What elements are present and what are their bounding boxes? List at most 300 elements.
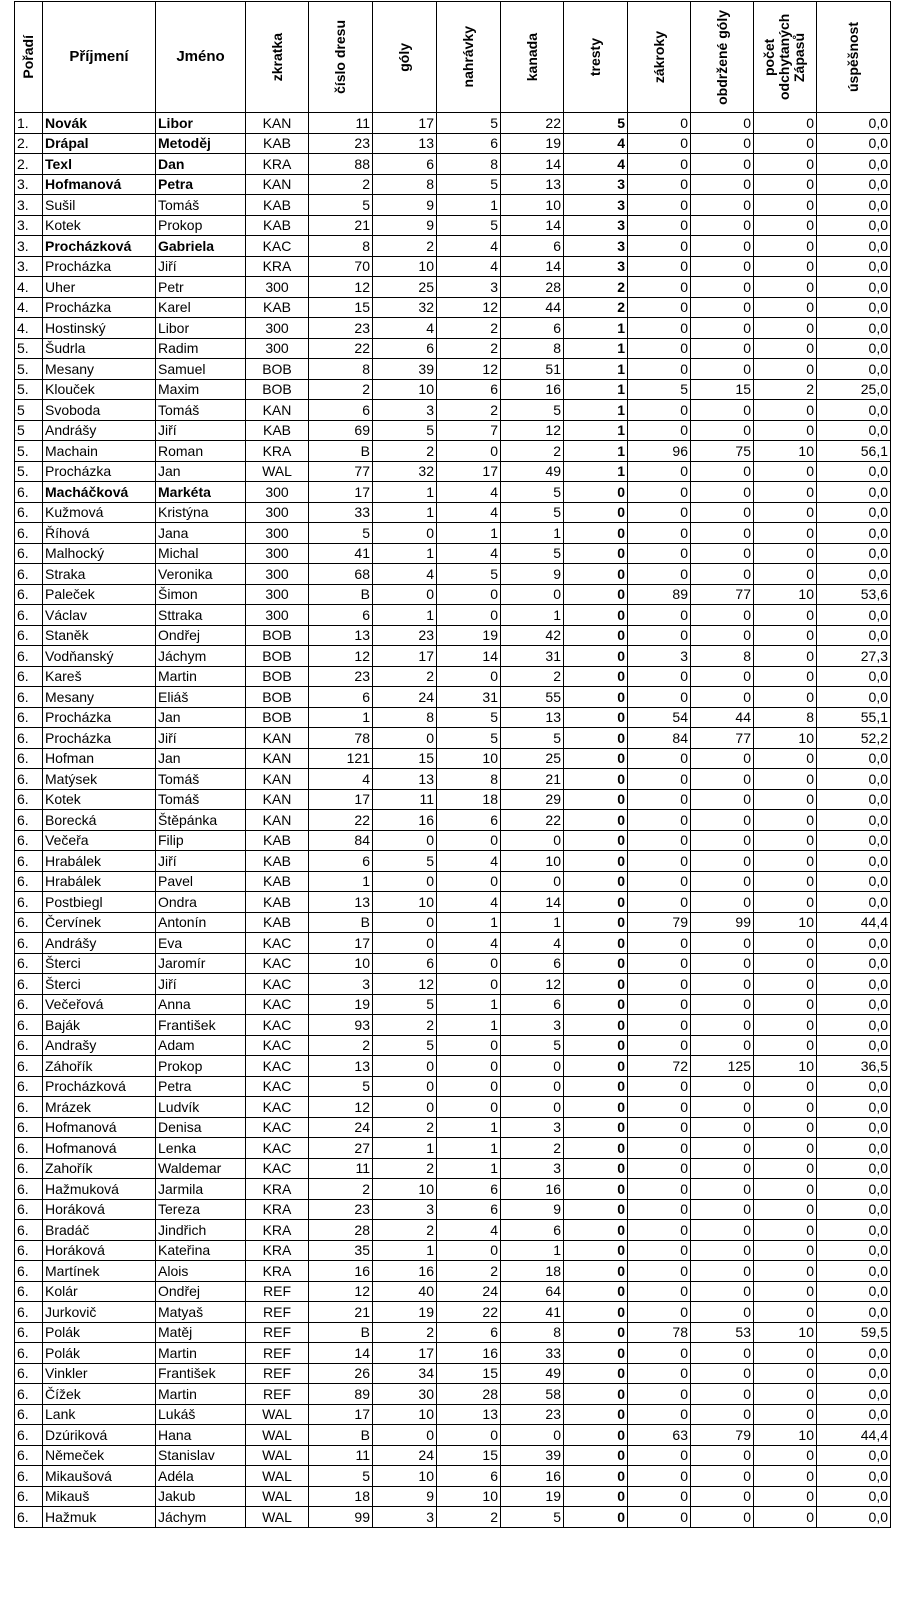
- cell-team-abbr: KAC: [246, 933, 309, 954]
- cell-penalties: 0: [564, 1220, 628, 1241]
- cell-penalties: 4: [564, 154, 628, 175]
- cell-team-abbr: KAB: [246, 215, 309, 236]
- cell-assists: 12: [437, 297, 501, 318]
- cell-assists: 6: [437, 1466, 501, 1487]
- cell-rank: 6.: [15, 1220, 43, 1241]
- cell-penalties: 2: [564, 297, 628, 318]
- cell-success-rate: 0,0: [817, 1404, 891, 1425]
- cell-first-name: Jakub: [156, 1486, 246, 1507]
- cell-surname: Záhořík: [43, 1056, 156, 1077]
- cell-points: 1: [501, 523, 564, 544]
- cell-points: 22: [501, 113, 564, 134]
- cell-team-abbr: REF: [246, 1363, 309, 1384]
- cell-points: 3: [501, 1158, 564, 1179]
- cell-team-abbr: KAC: [246, 1158, 309, 1179]
- cell-jersey-number: 11: [309, 1158, 373, 1179]
- cell-goals: 3: [373, 1507, 437, 1528]
- cell-jersey-number: 89: [309, 1384, 373, 1405]
- cell-rank: 1.: [15, 113, 43, 134]
- cell-penalties: 1: [564, 318, 628, 339]
- cell-jersey-number: B: [309, 441, 373, 462]
- cell-assists: 5: [437, 215, 501, 236]
- cell-team-abbr: WAL: [246, 1425, 309, 1446]
- cell-goals-against: 0: [691, 174, 754, 195]
- cell-surname: Dzúriková: [43, 1425, 156, 1446]
- cell-points: 5: [501, 502, 564, 523]
- cell-saves: 0: [628, 1117, 691, 1138]
- cell-assists: 4: [437, 236, 501, 257]
- cell-rank: 6.: [15, 625, 43, 646]
- cell-penalties: 0: [564, 1425, 628, 1446]
- cell-points: 19: [501, 133, 564, 154]
- cell-goals: 1: [373, 482, 437, 503]
- cell-penalties: 0: [564, 1076, 628, 1097]
- cell-rank: 4.: [15, 297, 43, 318]
- cell-rank: 6.: [15, 1056, 43, 1077]
- cell-surname: Vodňanský: [43, 646, 156, 667]
- cell-jersey-number: 12: [309, 277, 373, 298]
- table-row: [15, 1158, 891, 1179]
- cell-team-abbr: 300: [246, 318, 309, 339]
- cell-rank: 6.: [15, 1179, 43, 1200]
- cell-points: 6: [501, 318, 564, 339]
- table-row: [15, 236, 891, 257]
- cell-penalties: 3: [564, 195, 628, 216]
- cell-team-abbr: KAC: [246, 1076, 309, 1097]
- cell-saves: 0: [628, 297, 691, 318]
- cell-team-abbr: 300: [246, 605, 309, 626]
- table-row: [15, 174, 891, 195]
- cell-goals-against: 0: [691, 974, 754, 995]
- cell-games-played: 0: [754, 666, 817, 687]
- table-row: [15, 277, 891, 298]
- cell-success-rate: 0,0: [817, 1302, 891, 1323]
- cell-jersey-number: 2: [309, 174, 373, 195]
- cell-points: 41: [501, 1302, 564, 1323]
- cell-jersey-number: 8: [309, 359, 373, 380]
- cell-saves: 0: [628, 113, 691, 134]
- cell-rank: 6.: [15, 1261, 43, 1282]
- cell-points: 13: [501, 174, 564, 195]
- cell-team-abbr: 300: [246, 584, 309, 605]
- cell-first-name: Štěpánka: [156, 810, 246, 831]
- header-row: [15, 2, 891, 113]
- cell-first-name: Eliáš: [156, 687, 246, 708]
- cell-games-played: 0: [754, 892, 817, 913]
- cell-success-rate: 0,0: [817, 133, 891, 154]
- cell-goals: 17: [373, 113, 437, 134]
- cell-goals-against: 0: [691, 1199, 754, 1220]
- cell-team-abbr: WAL: [246, 1466, 309, 1487]
- cell-assists: 2: [437, 400, 501, 421]
- cell-goals: 12: [373, 974, 437, 995]
- cell-goals: 0: [373, 728, 437, 749]
- cell-penalties: 0: [564, 1056, 628, 1077]
- cell-assists: 22: [437, 1302, 501, 1323]
- cell-saves: 0: [628, 789, 691, 810]
- cell-points: 29: [501, 789, 564, 810]
- table-row: [15, 1179, 891, 1200]
- cell-jersey-number: 11: [309, 1445, 373, 1466]
- cell-points: 2: [501, 666, 564, 687]
- cell-goals-against: 0: [691, 564, 754, 585]
- cell-team-abbr: 300: [246, 502, 309, 523]
- cell-penalties: 0: [564, 1035, 628, 1056]
- cell-goals-against: 0: [691, 933, 754, 954]
- cell-jersey-number: 23: [309, 1199, 373, 1220]
- cell-jersey-number: B: [309, 1425, 373, 1446]
- cell-jersey-number: 69: [309, 420, 373, 441]
- cell-rank: 6.: [15, 584, 43, 605]
- table-row: [15, 1097, 891, 1118]
- cell-saves: 0: [628, 174, 691, 195]
- cell-goals-against: 0: [691, 133, 754, 154]
- cell-success-rate: 59,5: [817, 1322, 891, 1343]
- cell-surname: Horáková: [43, 1199, 156, 1220]
- cell-surname: Večeřa: [43, 830, 156, 851]
- cell-goals-against: 0: [691, 1302, 754, 1323]
- cell-penalties: 0: [564, 728, 628, 749]
- cell-goals-against: 0: [691, 1035, 754, 1056]
- cell-points: 42: [501, 625, 564, 646]
- cell-goals: 10: [373, 379, 437, 400]
- cell-first-name: Petra: [156, 174, 246, 195]
- cell-surname: Procházka: [43, 707, 156, 728]
- cell-success-rate: 0,0: [817, 174, 891, 195]
- cell-surname: Horáková: [43, 1240, 156, 1261]
- cell-jersey-number: 84: [309, 830, 373, 851]
- cell-games-played: 0: [754, 1199, 817, 1220]
- cell-assists: 8: [437, 769, 501, 790]
- cell-surname: Šudrla: [43, 338, 156, 359]
- cell-games-played: 0: [754, 1404, 817, 1425]
- cell-saves: 0: [628, 1158, 691, 1179]
- cell-saves: 0: [628, 687, 691, 708]
- cell-rank: 5.: [15, 441, 43, 462]
- cell-goals: 8: [373, 174, 437, 195]
- table-row: [15, 748, 891, 769]
- cell-jersey-number: 5: [309, 1466, 373, 1487]
- cell-goals-against: 0: [691, 420, 754, 441]
- cell-jersey-number: 21: [309, 215, 373, 236]
- cell-first-name: Jarmila: [156, 1179, 246, 1200]
- cell-goals-against: 0: [691, 318, 754, 339]
- cell-assists: 0: [437, 1425, 501, 1446]
- cell-penalties: 1: [564, 461, 628, 482]
- cell-assists: 1: [437, 195, 501, 216]
- cell-penalties: 0: [564, 1015, 628, 1036]
- table-row: [15, 523, 891, 544]
- cell-success-rate: 0,0: [817, 1261, 891, 1282]
- cell-success-rate: 44,4: [817, 1425, 891, 1446]
- cell-assists: 2: [437, 1261, 501, 1282]
- cell-points: 0: [501, 871, 564, 892]
- cell-goals-against: 0: [691, 892, 754, 913]
- cell-penalties: 2: [564, 277, 628, 298]
- table-row: [15, 564, 891, 585]
- cell-surname: Zahořík: [43, 1158, 156, 1179]
- cell-success-rate: 0,0: [817, 256, 891, 277]
- cell-goals-against: 0: [691, 1015, 754, 1036]
- cell-games-played: 0: [754, 174, 817, 195]
- table-row: [15, 400, 891, 421]
- cell-team-abbr: KAB: [246, 830, 309, 851]
- cell-games-played: 0: [754, 318, 817, 339]
- cell-goals: 4: [373, 564, 437, 585]
- cell-games-played: 0: [754, 154, 817, 175]
- cell-saves: 0: [628, 1199, 691, 1220]
- cell-goals-against: 0: [691, 1138, 754, 1159]
- cell-goals-against: 0: [691, 1466, 754, 1487]
- table-row: [15, 379, 891, 400]
- cell-team-abbr: KAN: [246, 769, 309, 790]
- cell-goals: 23: [373, 625, 437, 646]
- table-row: [15, 441, 891, 462]
- cell-jersey-number: 68: [309, 564, 373, 585]
- cell-assists: 6: [437, 1179, 501, 1200]
- cell-first-name: Jiří: [156, 728, 246, 749]
- cell-surname: Klouček: [43, 379, 156, 400]
- cell-goals: 11: [373, 789, 437, 810]
- cell-penalties: 0: [564, 953, 628, 974]
- cell-points: 3: [501, 1117, 564, 1138]
- cell-jersey-number: 13: [309, 1056, 373, 1077]
- cell-goals: 5: [373, 420, 437, 441]
- cell-surname: Procházka: [43, 461, 156, 482]
- cell-rank: 6.: [15, 1097, 43, 1118]
- table-row: [15, 1384, 891, 1405]
- cell-goals-against: 0: [691, 236, 754, 257]
- table-row: [15, 851, 891, 872]
- cell-goals-against: 0: [691, 1158, 754, 1179]
- header-goals-against: obdržené góly: [691, 2, 754, 113]
- cell-rank: 6.: [15, 769, 43, 790]
- cell-goals-against: 0: [691, 625, 754, 646]
- cell-penalties: 0: [564, 482, 628, 503]
- cell-games-played: 10: [754, 912, 817, 933]
- cell-rank: 6.: [15, 1507, 43, 1528]
- cell-rank: 2.: [15, 154, 43, 175]
- cell-penalties: 0: [564, 707, 628, 728]
- cell-first-name: Tomáš: [156, 195, 246, 216]
- cell-goals: 24: [373, 1445, 437, 1466]
- cell-surname: Sušil: [43, 195, 156, 216]
- cell-goals-against: 0: [691, 830, 754, 851]
- table-row: [15, 1363, 891, 1384]
- cell-surname: Václav: [43, 605, 156, 626]
- cell-success-rate: 0,0: [817, 1445, 891, 1466]
- cell-saves: 0: [628, 1281, 691, 1302]
- cell-points: 12: [501, 420, 564, 441]
- cell-team-abbr: KAC: [246, 1056, 309, 1077]
- cell-goals: 24: [373, 687, 437, 708]
- cell-rank: 6.: [15, 871, 43, 892]
- cell-team-abbr: 300: [246, 523, 309, 544]
- cell-goals: 5: [373, 851, 437, 872]
- cell-assists: 1: [437, 1158, 501, 1179]
- cell-team-abbr: KAC: [246, 236, 309, 257]
- cell-team-abbr: KAB: [246, 851, 309, 872]
- cell-points: 13: [501, 707, 564, 728]
- cell-points: 5: [501, 400, 564, 421]
- cell-points: 0: [501, 1076, 564, 1097]
- cell-assists: 4: [437, 543, 501, 564]
- cell-points: 0: [501, 830, 564, 851]
- cell-penalties: 0: [564, 810, 628, 831]
- cell-points: 16: [501, 1466, 564, 1487]
- cell-jersey-number: 5: [309, 195, 373, 216]
- cell-games-played: 10: [754, 1425, 817, 1446]
- cell-points: 5: [501, 482, 564, 503]
- cell-games-played: 0: [754, 687, 817, 708]
- cell-goals: 0: [373, 584, 437, 605]
- cell-first-name: Pavel: [156, 871, 246, 892]
- cell-first-name: Šimon: [156, 584, 246, 605]
- cell-games-played: 0: [754, 1363, 817, 1384]
- cell-goals: 2: [373, 441, 437, 462]
- cell-rank: 6.: [15, 646, 43, 667]
- cell-points: 12: [501, 974, 564, 995]
- cell-penalties: 0: [564, 1097, 628, 1118]
- cell-goals: 0: [373, 1097, 437, 1118]
- cell-goals: 6: [373, 154, 437, 175]
- cell-success-rate: 0,0: [817, 1035, 891, 1056]
- cell-first-name: Jaromír: [156, 953, 246, 974]
- cell-rank: 6.: [15, 1466, 43, 1487]
- cell-penalties: 3: [564, 174, 628, 195]
- cell-saves: 0: [628, 256, 691, 277]
- cell-rank: 6.: [15, 830, 43, 851]
- cell-games-played: 0: [754, 1261, 817, 1282]
- cell-rank: 5.: [15, 359, 43, 380]
- cell-jersey-number: B: [309, 912, 373, 933]
- cell-saves: 0: [628, 482, 691, 503]
- cell-penalties: 1: [564, 441, 628, 462]
- cell-saves: 0: [628, 154, 691, 175]
- cell-team-abbr: KAN: [246, 789, 309, 810]
- cell-games-played: 0: [754, 338, 817, 359]
- cell-team-abbr: KAN: [246, 810, 309, 831]
- cell-assists: 4: [437, 933, 501, 954]
- cell-assists: 18: [437, 789, 501, 810]
- cell-penalties: 4: [564, 133, 628, 154]
- cell-jersey-number: 22: [309, 338, 373, 359]
- cell-assists: 0: [437, 1035, 501, 1056]
- cell-goals-against: 0: [691, 277, 754, 298]
- cell-games-played: 0: [754, 1015, 817, 1036]
- cell-saves: 0: [628, 543, 691, 564]
- cell-jersey-number: B: [309, 1322, 373, 1343]
- cell-saves: 78: [628, 1322, 691, 1343]
- cell-assists: 5: [437, 707, 501, 728]
- cell-goals: 1: [373, 1240, 437, 1261]
- table-row: [15, 933, 891, 954]
- cell-jersey-number: 88: [309, 154, 373, 175]
- cell-saves: 0: [628, 1261, 691, 1282]
- cell-points: 4: [501, 933, 564, 954]
- cell-points: 8: [501, 1322, 564, 1343]
- cell-games-played: 10: [754, 1056, 817, 1077]
- cell-goals: 2: [373, 236, 437, 257]
- cell-goals: 0: [373, 830, 437, 851]
- cell-goals-against: 0: [691, 1117, 754, 1138]
- cell-success-rate: 27,3: [817, 646, 891, 667]
- cell-team-abbr: KAB: [246, 195, 309, 216]
- cell-penalties: 0: [564, 748, 628, 769]
- cell-goals-against: 79: [691, 1425, 754, 1446]
- cell-team-abbr: BOB: [246, 625, 309, 646]
- cell-penalties: 0: [564, 1158, 628, 1179]
- cell-jersey-number: 2: [309, 1035, 373, 1056]
- cell-surname: Šterci: [43, 974, 156, 995]
- cell-success-rate: 0,0: [817, 892, 891, 913]
- cell-saves: 5: [628, 379, 691, 400]
- cell-jersey-number: 12: [309, 646, 373, 667]
- cell-assists: 0: [437, 1076, 501, 1097]
- cell-penalties: 0: [564, 502, 628, 523]
- cell-jersey-number: 18: [309, 1486, 373, 1507]
- table-row: [15, 133, 891, 154]
- cell-games-played: 0: [754, 359, 817, 380]
- cell-surname: Drápal: [43, 133, 156, 154]
- cell-assists: 2: [437, 318, 501, 339]
- cell-games-played: 0: [754, 256, 817, 277]
- cell-assists: 0: [437, 1056, 501, 1077]
- table-row: [15, 666, 891, 687]
- cell-saves: 0: [628, 564, 691, 585]
- cell-success-rate: 0,0: [817, 1220, 891, 1241]
- table-row: [15, 1507, 891, 1528]
- cell-surname: Kužmová: [43, 502, 156, 523]
- cell-team-abbr: KAB: [246, 871, 309, 892]
- cell-success-rate: 53,6: [817, 584, 891, 605]
- cell-success-rate: 0,0: [817, 1015, 891, 1036]
- cell-goals-against: 77: [691, 728, 754, 749]
- cell-goals-against: 0: [691, 461, 754, 482]
- cell-games-played: 10: [754, 728, 817, 749]
- cell-goals: 32: [373, 297, 437, 318]
- cell-rank: 6.: [15, 748, 43, 769]
- cell-assists: 1: [437, 1138, 501, 1159]
- cell-penalties: 0: [564, 1199, 628, 1220]
- cell-saves: 0: [628, 830, 691, 851]
- cell-rank: 6.: [15, 1076, 43, 1097]
- cell-goals-against: 0: [691, 1097, 754, 1118]
- cell-points: 3: [501, 1015, 564, 1036]
- cell-rank: 6.: [15, 502, 43, 523]
- cell-goals: 1: [373, 1138, 437, 1159]
- cell-jersey-number: B: [309, 584, 373, 605]
- cell-assists: 12: [437, 359, 501, 380]
- cell-rank: 6.: [15, 666, 43, 687]
- cell-jersey-number: 78: [309, 728, 373, 749]
- cell-assists: 24: [437, 1281, 501, 1302]
- cell-goals: 17: [373, 1343, 437, 1364]
- cell-assists: 19: [437, 625, 501, 646]
- cell-games-played: 0: [754, 277, 817, 298]
- cell-surname: Uher: [43, 277, 156, 298]
- cell-team-abbr: WAL: [246, 461, 309, 482]
- cell-games-played: 0: [754, 1486, 817, 1507]
- table-row: [15, 502, 891, 523]
- cell-points: 1: [501, 1240, 564, 1261]
- cell-first-name: Prokop: [156, 1056, 246, 1077]
- cell-surname: Hrabálek: [43, 851, 156, 872]
- cell-saves: 0: [628, 1486, 691, 1507]
- cell-surname: Jurkovič: [43, 1302, 156, 1323]
- cell-rank: 3.: [15, 256, 43, 277]
- cell-rank: 6.: [15, 1302, 43, 1323]
